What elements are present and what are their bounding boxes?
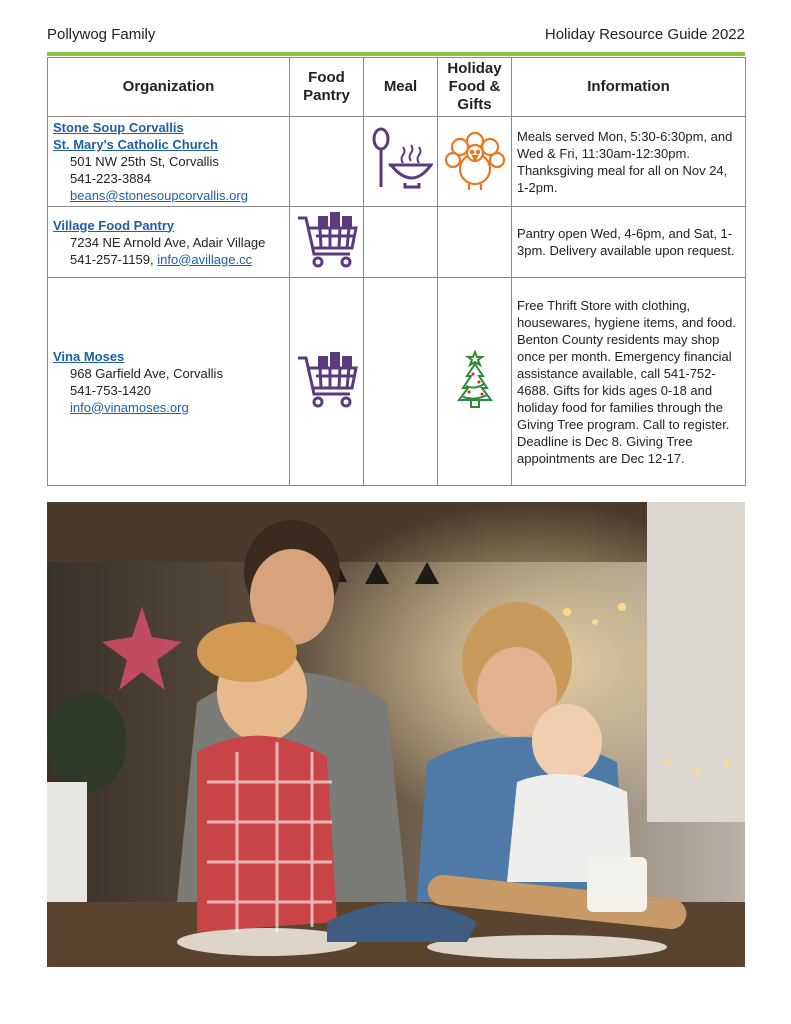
org-link-vina-moses[interactable]: Vina Moses xyxy=(53,348,125,364)
header-right-title: Holiday Resource Guide 2022 xyxy=(544,26,745,43)
col-header-food-pantry: Food Pantry xyxy=(290,58,364,117)
org-cell xyxy=(48,117,290,207)
col-header-organization: Organization xyxy=(48,58,290,117)
header-left-title: Pollywog Family xyxy=(47,26,156,43)
header-rule xyxy=(47,52,745,56)
org-link-stone-soup[interactable]: Stone Soup Corvallis xyxy=(53,120,184,135)
table-row xyxy=(48,117,746,207)
org-link-village-food-pantry[interactable]: Village Food Pantry xyxy=(53,217,175,233)
org-phone: 541-753-1420 xyxy=(70,382,151,398)
food-pantry-cell xyxy=(290,207,364,278)
org-link-st-marys[interactable]: St. Mary's Catholic Church xyxy=(53,137,218,152)
org-email-link[interactable]: beans@stonesoupcorvallis.org xyxy=(70,188,248,203)
org-cell xyxy=(48,207,290,278)
shopping-cart-icon xyxy=(296,258,358,273)
family-baking-photo xyxy=(47,502,745,967)
col-header-meal: Meal xyxy=(364,58,438,117)
meal-cell xyxy=(364,207,438,278)
org-address: 7234 NE Arnold Ave, Adair Village xyxy=(70,234,266,250)
org-email-link[interactable]: info@vinamoses.org xyxy=(70,399,189,415)
food-pantry-cell xyxy=(290,278,364,486)
info-cell: Pantry open Wed, 4-6pm, and Sat, 1-3pm. Delivery available upon request. xyxy=(512,207,746,278)
christmas-tree-icon xyxy=(455,398,495,413)
info-cell: Meals served Mon, 5:30-6:30pm, and Wed & Fri, 11:30am-12:30pm. Thanksgiving meal for all on Nov 24, 1-2pm. xyxy=(512,117,746,207)
turkey-icon xyxy=(444,179,506,194)
shopping-cart-icon xyxy=(296,398,358,413)
meal-cell xyxy=(364,117,438,207)
col-header-information: Information xyxy=(512,58,746,117)
spoon-bowl-icon xyxy=(369,181,433,196)
info-cell: Free Thrift Store with clothing, housewares, hygiene items, and food. Benton County residents may shop once per month. Emergency financial assistance available, call 541-752-4688. Gifts for kids ages 0-18 and holiday food for families through the Giving Tree program. Call to register. Deadline is Dec 8. Giving Tree appointments are Dec 12-17. xyxy=(512,278,746,486)
page-header xyxy=(47,26,745,46)
meal-cell xyxy=(364,278,438,486)
org-cell xyxy=(48,278,290,486)
org-email-link[interactable]: info@avillage.cc xyxy=(157,251,253,267)
table-header-row xyxy=(48,58,746,117)
holiday-cell xyxy=(438,278,512,486)
org-phone: 541-257-1159, xyxy=(70,251,154,267)
holiday-cell xyxy=(438,117,512,207)
col-header-holiday: Holiday Food & Gifts xyxy=(438,58,512,117)
org-address: 968 Garfield Ave, Corvallis xyxy=(70,365,223,381)
org-address: 501 NW 25th St, Corvallis xyxy=(70,154,219,169)
resource-table xyxy=(47,57,746,486)
org-phone: 541-223-3884 xyxy=(70,171,151,186)
table-row xyxy=(48,278,746,486)
holiday-cell xyxy=(438,207,512,278)
table-row xyxy=(48,207,746,278)
food-pantry-cell xyxy=(290,117,364,207)
